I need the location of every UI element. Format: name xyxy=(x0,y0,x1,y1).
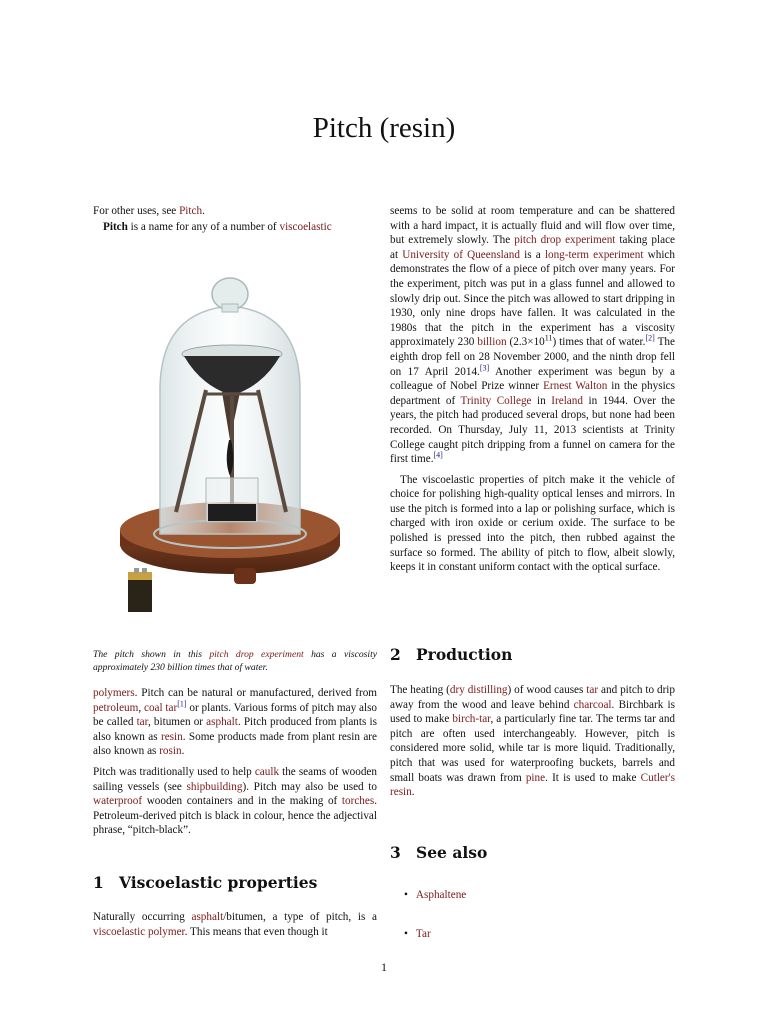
link-petroleum[interactable]: petroleum xyxy=(93,701,139,714)
see-also-list xyxy=(390,888,675,965)
link-caulk[interactable]: caulk xyxy=(254,765,280,778)
page-title: Pitch (resin) xyxy=(312,112,456,144)
right-column-top: seems to be solid at room temperature and can be shattered with a hard impact, it is actually fluid and will flow over time, but extremely slowly. The pitch drop experiment taking place at University of Queensland is a long-term experiment which demonstrates the flow of a piece of pitch over many years. For the experiment, pitch was put in a glass funnel and allowed to slowly drip out. Since the pitch was allowed to start dripping in 1930, only nine drops have fallen. It was calculated in the 1980s that the pitch in the experiment has a viscosity approximately 230 billion $(2.3\times 10^{11})$ times that of water.[2] The eighth drop fell on 28 November 2000, and the ninth drop fell on 17 April 2014.[3] Another experiment was begun by a colleague of Nobel Prize winner Ernest Walton in the physics department of Trinity College in Ireland in 1944. Over the years, the pitch had produced several drops, but none had been recorded. On Thursday, July 11, 2013 scientists at Trinity College caught pitch dripping from a funnel on camera for the first time.[4] The viscoelastic properties of pitch make it the vehicle of choice for polishing high-quality optical lenses and mirrors. In use the pitch is formed into a lap or polishing surface, which is charged with iron oxide or cerium oxide. The surface to be polished is pressed into the pitch, then rubbed against the surface so formed. The ability of pitch to flow, albeit slowly, keeps it in constant uniform contact with the optical surface. xyxy=(390,205,676,574)
heading-number: 1 xyxy=(93,873,104,892)
link-dry-distilling[interactable]: dry distilling xyxy=(449,684,508,696)
heading-see-also xyxy=(390,843,487,862)
link-asphaltene[interactable]: Asphaltene xyxy=(415,889,467,901)
heading-production xyxy=(390,645,512,664)
heading-text: See also xyxy=(416,843,488,862)
link-pitch[interactable]: Pitch xyxy=(179,205,203,217)
link-trinity-college[interactable]: Trinity College xyxy=(460,394,532,407)
heading-number: 3 xyxy=(390,843,401,862)
heading-viscoelastic-properties xyxy=(93,873,317,892)
heading-text: Viscoelastic properties xyxy=(119,873,318,892)
link-birch-tar[interactable]: birch-tar xyxy=(452,713,491,726)
link-waterproof[interactable]: waterproof xyxy=(93,795,143,808)
ref-1[interactable]: [1] xyxy=(177,698,187,708)
link-tar[interactable]: tar xyxy=(136,716,148,729)
link-viscoelastic-polymer[interactable]: viscoelastic polymer xyxy=(93,925,185,938)
ref-4[interactable]: [4] xyxy=(433,450,443,460)
list-item xyxy=(390,927,675,942)
left-column-section1: Naturally occurring asphalt/bitumen, a type of pitch, is a viscoelastic polymer. This means that even though it xyxy=(93,911,377,938)
page-number: 1 xyxy=(381,960,387,974)
right-column-production: The heating (dry distilling) of wood causes tar and pitch to drip away from the wood and leave behind charcoal. Birchbark is used to make birch-tar, a particularly fine tar. The terms tar and pitch are often used interchangeably. However, pitch is considered more solid, while tar is more liquid. Traditionally, pitch that was used for waterproofing buckets, barrels and small boats was drawn from pine. It is used to make Cutler's resin. xyxy=(390,684,676,799)
link-cutlers-resin[interactable]: Cutler's resin xyxy=(390,771,675,799)
link-charcoal[interactable]: charcoal xyxy=(573,698,612,711)
link-university-of-queensland[interactable]: University of Queensland xyxy=(402,248,520,261)
link-caption-pitch-drop-experiment[interactable]: pitch drop experiment xyxy=(209,649,304,660)
link-shipbuilding[interactable]: shipbuilding xyxy=(186,780,243,793)
link-rosin[interactable]: rosin xyxy=(159,745,182,758)
left-column-top: For other uses, see Pitch. Pitch is a name for any of a number of viscoelastic xyxy=(93,205,332,233)
exponent: 11 xyxy=(544,333,553,343)
link-asphalt-2[interactable]: asphalt xyxy=(191,911,224,923)
link-polymers[interactable]: polymers xyxy=(93,687,135,699)
pitch-drop-image xyxy=(110,272,346,620)
heading-text: Production xyxy=(416,645,513,664)
lead-bold: Pitch xyxy=(103,220,128,233)
link-torches[interactable]: torches xyxy=(341,795,375,808)
link-ireland[interactable]: Ireland xyxy=(551,394,583,407)
pitch-drop-illustration xyxy=(110,272,346,620)
link-long-term-experiment[interactable]: long-term experiment xyxy=(544,248,644,261)
left-column-bottom: polymers. Pitch can be natural or manufactured, derived from petroleum, coal tar[1] or plants. Various forms of pitch may also be called tar, bitumen or asphalt. Pitch produced from plants is also known as resin. Some products made from plant resin are also known as rosin. Pitch was traditionally used to help caulk the seams of wooden sailing vessels (see shipbuilding). Pitch may also be used to waterproof wooden containers and in the making of torches. Petroleum-derived pitch is black in colour, hence the adjectival phrase, “pitch-black”. xyxy=(93,687,378,837)
list-item xyxy=(390,888,675,903)
link-tar-2[interactable]: tar xyxy=(586,684,599,696)
link-asphalt[interactable]: asphalt xyxy=(206,716,238,729)
link-viscoelastic[interactable]: viscoelastic xyxy=(279,220,332,233)
link-pine[interactable]: pine xyxy=(525,771,546,784)
link-ernest-walton[interactable]: Ernest Walton xyxy=(543,380,608,393)
link-resin[interactable]: resin xyxy=(160,730,183,743)
link-billion[interactable]: billion xyxy=(477,336,507,349)
heading-number: 2 xyxy=(390,645,401,664)
figure-caption: The pitch shown in this pitch drop experiment has a viscosity approximately 230 billion times that of water. xyxy=(93,649,377,673)
link-pitch-drop-experiment[interactable]: pitch drop experiment xyxy=(514,234,616,247)
paragraph-optical-polishing: The viscoelastic properties of pitch make it the vehicle of choice for polishing high-quality optical lenses and mirrors. In use the pitch is formed into a lap or polishing surface, which is charged with iron oxide or cerium oxide. The surface to be polished is pressed into the pitch, then rubbed against the surface so formed. The ability of pitch to flow, albeit slowly, keeps it in constant uniform contact with the optical surface. xyxy=(390,473,675,574)
ref-3[interactable]: [3] xyxy=(479,362,490,372)
link-tar-see-also[interactable]: Tar xyxy=(415,927,431,940)
ref-2[interactable]: [2] xyxy=(645,333,655,343)
hatnote-text: For other uses, see xyxy=(93,205,180,217)
link-coal-tar[interactable]: coal tar xyxy=(143,701,178,714)
